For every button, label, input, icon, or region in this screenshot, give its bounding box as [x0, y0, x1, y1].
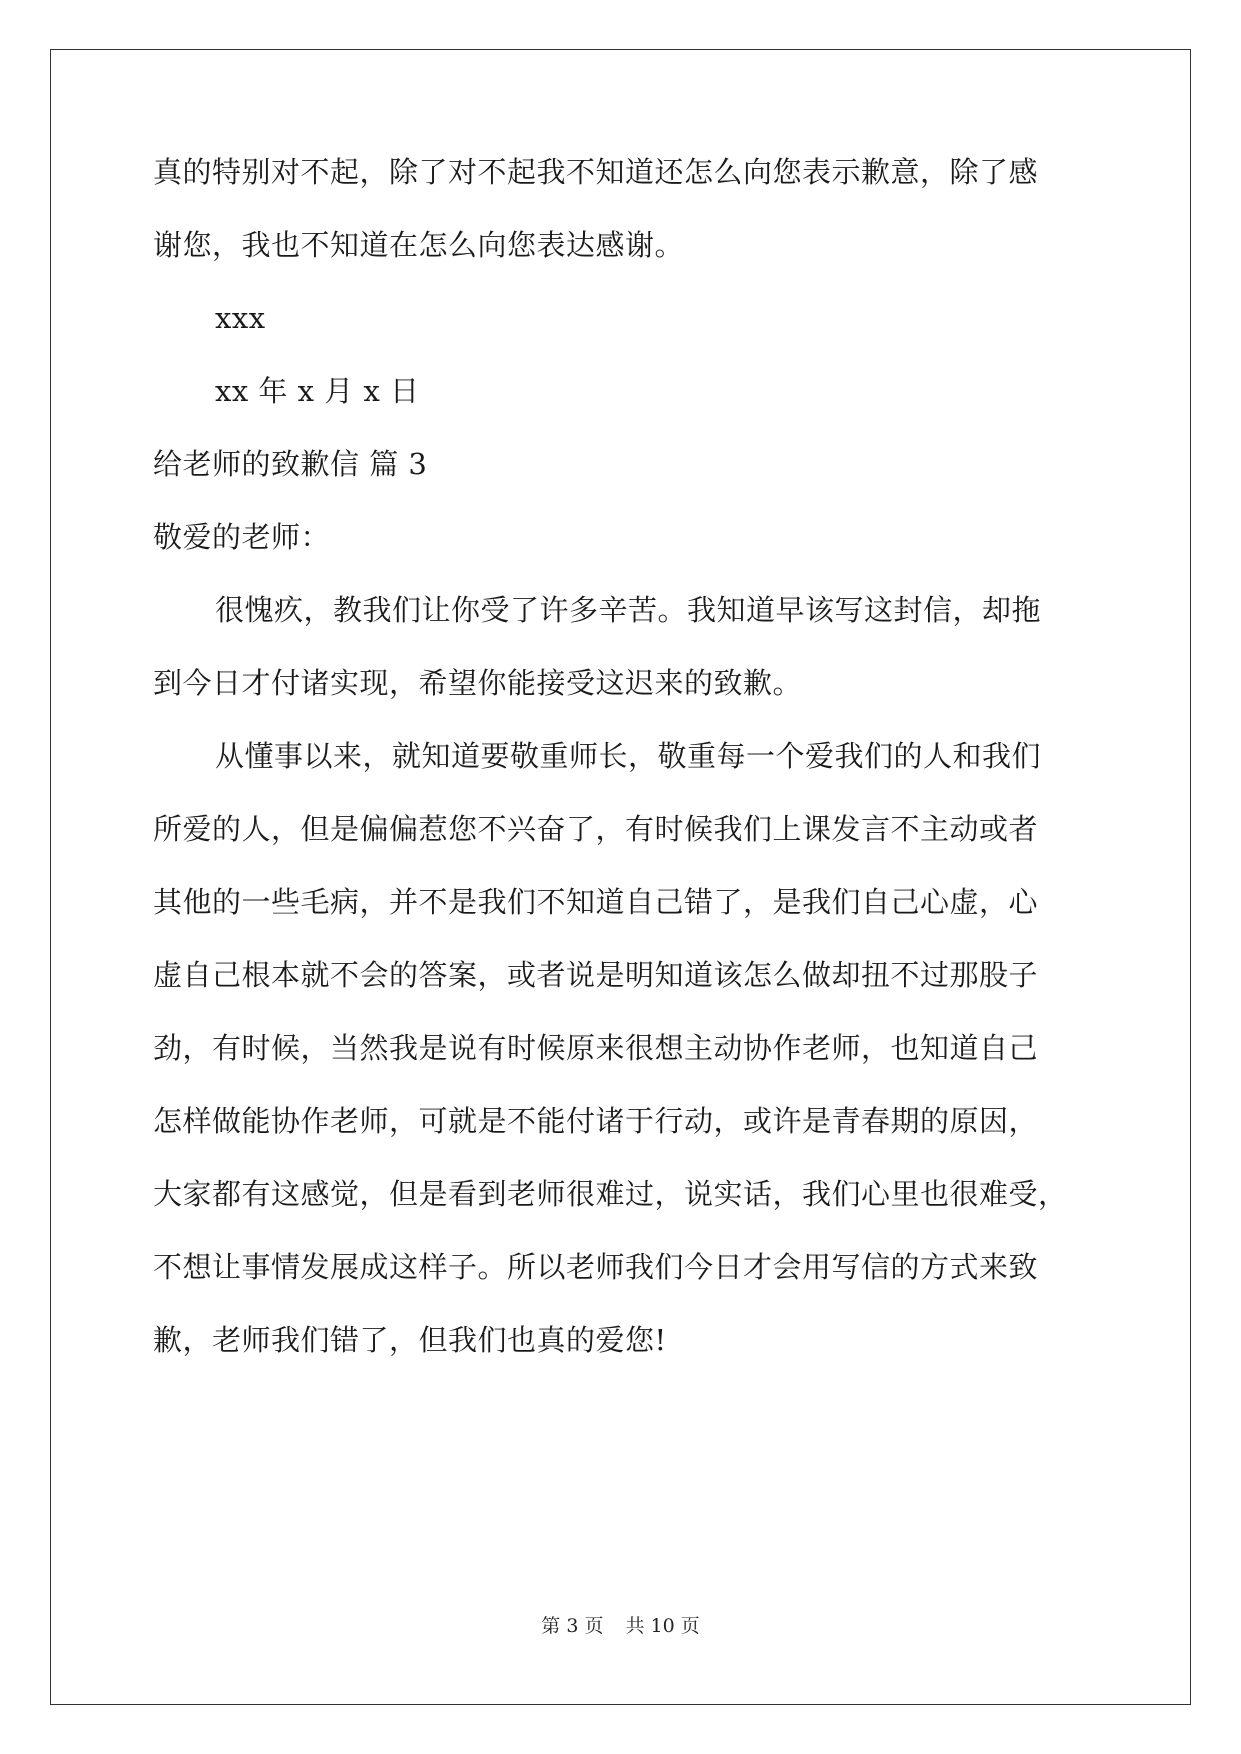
body-line-3: 很愧疚，教我们让你受了许多辛苦。我知道早该写这封信，却拖 — [215, 593, 1042, 627]
body-line-13: 歉，老师我们错了，但我们也真的爱您! — [153, 1323, 667, 1357]
body-line-8: 虚自己根本就不会的答案，或者说是明知道该怎么做却扭不过那股子 — [153, 958, 1039, 992]
section-heading: 给老师的致歉信 篇 3 — [153, 447, 428, 481]
body-line-10: 怎样做能协作老师，可就是不能付诸于行动，或许是青春期的原因， — [153, 1104, 1039, 1138]
body-line-2: 谢您，我也不知道在怎么向您表达感谢。 — [153, 228, 685, 262]
body-line-9: 劲，有时候，当然我是说有时候原来很想主动协作老师，也知道自己 — [153, 1031, 1039, 1065]
body-line-5: 从懂事以来，就知道要敬重师长，敬重每一个爱我们的人和我们 — [215, 739, 1042, 773]
page-footer — [0, 1614, 1241, 1638]
body-line-6: 所爱的人，但是偏偏惹您不兴奋了，有时候我们上课发言不主动或者 — [153, 812, 1039, 846]
body-line-7: 其他的一些毛病，并不是我们不知道自己错了，是我们自己心虚，心 — [153, 885, 1039, 919]
signature-name: xxx — [215, 301, 266, 335]
signature-date: xx 年 x 月 x 日 — [215, 374, 420, 408]
body-line-4: 到今日才付诸实现，希望你能接受这迟来的致歉。 — [153, 666, 803, 700]
body-line-1: 真的特别对不起，除了对不起我不知道还怎么向您表示歉意，除了感 — [153, 155, 1039, 189]
page-number: 第 3 页 — [541, 1615, 604, 1637]
salutation: 敬爱的老师： — [153, 520, 331, 554]
body-line-12: 不想让事情发展成这样子。所以老师我们今日才会用写信的方式来致 — [153, 1250, 1039, 1284]
page-total: 共 10 页 — [625, 1615, 700, 1637]
body-line-11: 大家都有这感觉，但是看到老师很难过，说实话，我们心里也很难受， — [153, 1177, 1068, 1211]
